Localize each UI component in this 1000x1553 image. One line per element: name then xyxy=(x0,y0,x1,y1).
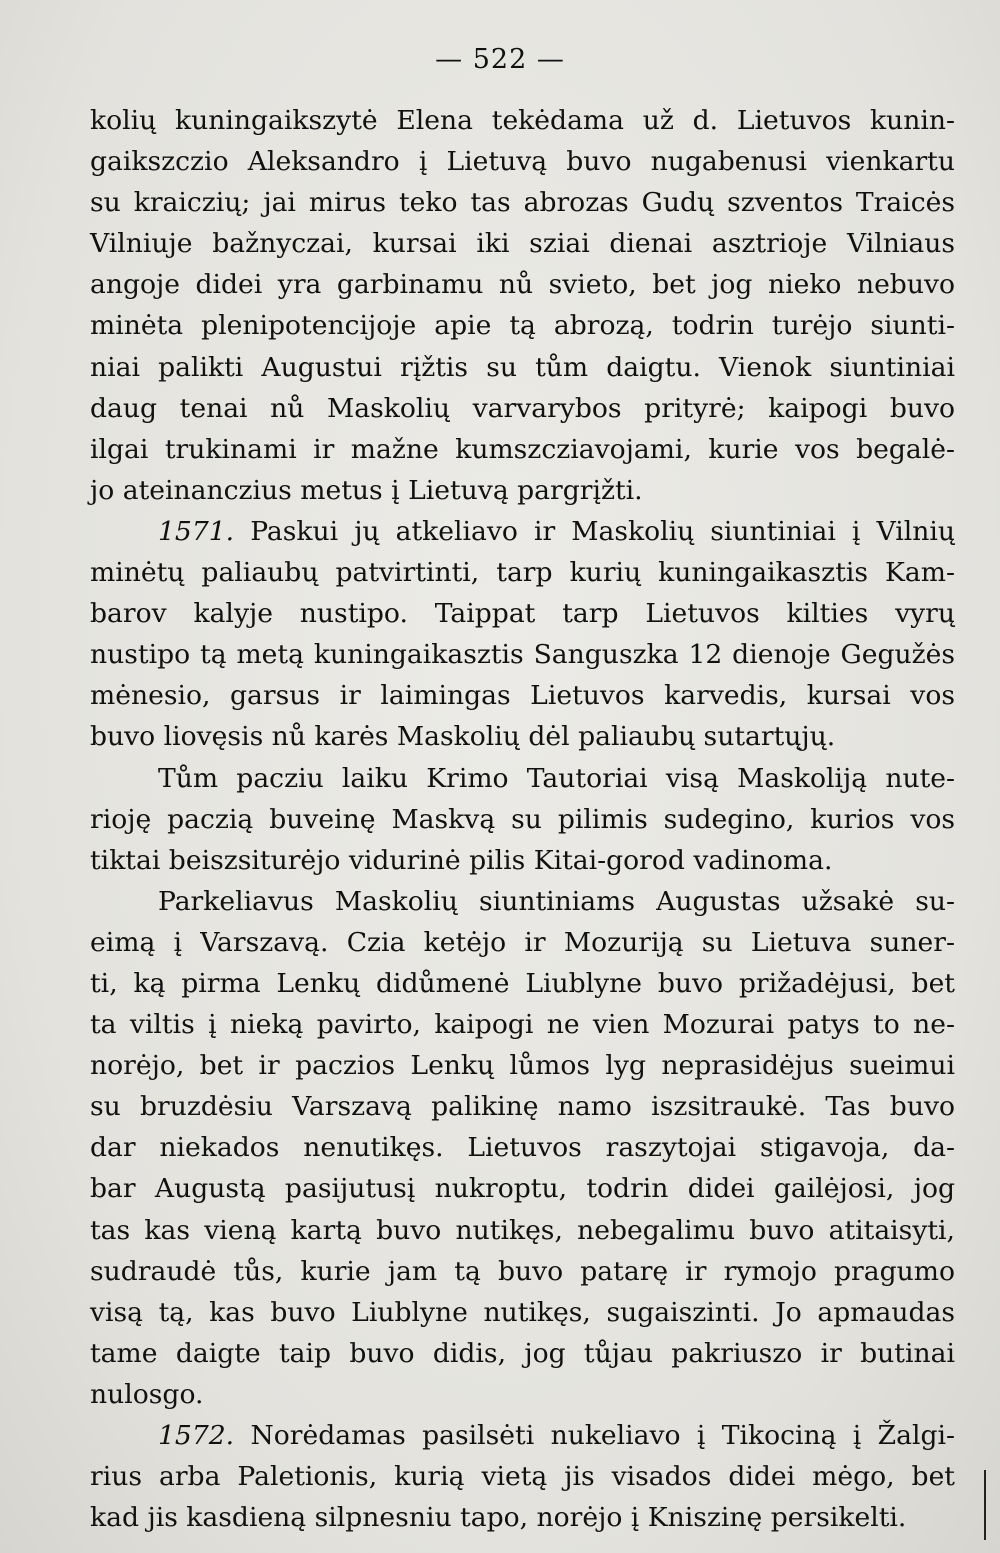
text-line xyxy=(90,470,955,511)
text-line xyxy=(90,1004,955,1045)
year-marker: 1572. xyxy=(158,1420,235,1451)
line-text: kad jis kasdieną silpnesniu tapo, norėjo į Kniszinę persikelti. xyxy=(90,1502,907,1534)
text-line xyxy=(90,511,955,552)
text-line xyxy=(90,1210,955,1251)
line-text: daug tenai nů Maskolių varvarybos prityrė; kaipogi buvo xyxy=(90,392,955,424)
text-line xyxy=(90,799,955,840)
text-line xyxy=(90,429,955,470)
text-line xyxy=(90,675,955,716)
body-text xyxy=(90,100,955,1538)
line-text: minėtų paliaubų patvirtinti, tarp kurių kuningaikasztis Kam- xyxy=(90,557,955,589)
text-line xyxy=(90,1292,955,1333)
text-line xyxy=(90,552,955,593)
page-number: — 522 — xyxy=(435,44,565,75)
text-line xyxy=(90,634,955,675)
text-line xyxy=(90,347,955,388)
text-line xyxy=(90,840,955,881)
line-text: ta viltis į nieką pavirto, kaipogi ne vien Mozurai patys to ne- xyxy=(90,1009,955,1041)
line-text: rius arba Paletionis, kurią vietą jis visados didei mėgo, bet xyxy=(90,1461,955,1493)
line-text: bar Augustą pasijutusį nukroptu, todrin didei gailėjosi, jog xyxy=(90,1173,955,1205)
line-text: Norėdamas pasilsėti nukeliavo į Tikociną į Žalgi- xyxy=(234,1420,955,1451)
text-line xyxy=(90,1456,955,1497)
line-text: barov kalyje nustipo. Taippat tarp Lietuvos kilties vyrų xyxy=(90,598,955,630)
line-text: visą tą, kas buvo Liublyne nutikęs, sugaiszinti. Jo apmaudas xyxy=(90,1296,955,1328)
text-line xyxy=(90,1086,955,1127)
text-line xyxy=(90,1333,955,1374)
text-line xyxy=(90,1415,955,1456)
line-text: ilgai trukinami ir mažne kumszcziavojami, kurie vos begalė- xyxy=(90,433,955,465)
line-text: tas kas vieną kartą buvo nutikęs, nebegalimu buvo atitaisyti, xyxy=(90,1214,955,1246)
line-text: angoje didei yra garbinamu nů svieto, bet jog nieko nebuvo xyxy=(90,269,955,301)
line-text: rioję paczią buveinę Maskvą su pilimis sudegino, kurios vos xyxy=(90,803,955,835)
line-text: Vilniuje bažnyczai, kursai iki sziai dienai asztrioje Vilniaus xyxy=(90,228,955,260)
line-text: norėjo, bet ir paczios Lenkų lůmos lyg neprasidėjus sueimui xyxy=(90,1050,955,1082)
line-text: niai palikti Augustui rįžtis su tům daigtu. Vienok siuntiniai xyxy=(90,351,955,383)
line-text: Tům pacziu laiku Krimo Tautoriai visą Maskoliją nute- xyxy=(158,762,955,794)
text-line xyxy=(90,1045,955,1086)
text-line xyxy=(90,922,955,963)
text-line xyxy=(90,963,955,1004)
text-line xyxy=(90,593,955,634)
line-text: gaikszczio Aleksandro į Lietuvą buvo nugabenusi vienkartu xyxy=(90,146,955,178)
line-text: buvo liovęsis nů karės Maskolių dėl paliaubų sutartųjų. xyxy=(90,721,836,753)
line-text: nulosgo. xyxy=(90,1378,204,1410)
line-text: Paskui jų atkeliavo ir Maskolių siuntiniai į Vilnių xyxy=(234,515,955,547)
line-text: sudraudė tůs, kurie jam tą buvo patarę ir rymojo pragumo xyxy=(90,1255,955,1287)
text-line xyxy=(90,182,955,223)
text-line xyxy=(90,388,955,429)
text-line xyxy=(90,716,955,757)
text-line xyxy=(90,264,955,305)
text-line xyxy=(90,1374,955,1415)
text-line xyxy=(90,1251,955,1292)
text-line xyxy=(90,305,955,346)
margin-mark xyxy=(984,1470,986,1540)
text-line xyxy=(90,758,955,799)
text-line xyxy=(90,100,955,141)
line-text: Parkeliavus Maskolių siuntiniams Augustas užsakė su- xyxy=(158,885,955,917)
line-text: mėnesio, garsus ir laimingas Lietuvos karvedis, kursai vos xyxy=(90,680,955,712)
line-text: ti, ką pirma Lenkų didůmenė Liublyne buvo prižadėjusi, bet xyxy=(90,967,955,999)
line-text: su kraiczių; jai mirus teko tas abrozas Gudų szventos Traicės xyxy=(90,187,955,219)
line-text: tiktai beiszsiturėjo vidurinė pilis Kitai-gorod vadinoma. xyxy=(90,844,833,876)
text-line xyxy=(90,881,955,922)
text-line xyxy=(90,141,955,182)
line-text: dar niekados nenutikęs. Lietuvos raszytojai stigavoja, da- xyxy=(90,1132,955,1164)
line-text: kolių kuningaikszytė Elena tekėdama už d. Lietuvos kunin- xyxy=(90,105,955,136)
text-line xyxy=(90,1168,955,1209)
line-text: eimą į Varszavą. Czia ketėjo ir Mozuriją su Lietuva suner- xyxy=(90,926,955,958)
line-text: jo ateinanczius metus į Lietuvą pargrįžti. xyxy=(90,474,643,506)
text-line xyxy=(90,1127,955,1168)
line-text: tame daigte taip buvo didis, jog tůjau pakriuszo ir butinai xyxy=(90,1337,955,1369)
text-line xyxy=(90,223,955,264)
line-text: nustipo tą metą kuningaikasztis Sanguszka 12 dienoje Gegužės xyxy=(90,639,955,671)
line-text: su bruzdėsiu Varszavą palikinę namo iszsitraukė. Tas buvo xyxy=(90,1091,955,1123)
text-line xyxy=(90,1497,955,1538)
year-marker: 1571. xyxy=(158,515,235,547)
line-text: minėta plenipotencijoje apie tą abrozą, todrin turėjo siunti- xyxy=(90,310,955,342)
